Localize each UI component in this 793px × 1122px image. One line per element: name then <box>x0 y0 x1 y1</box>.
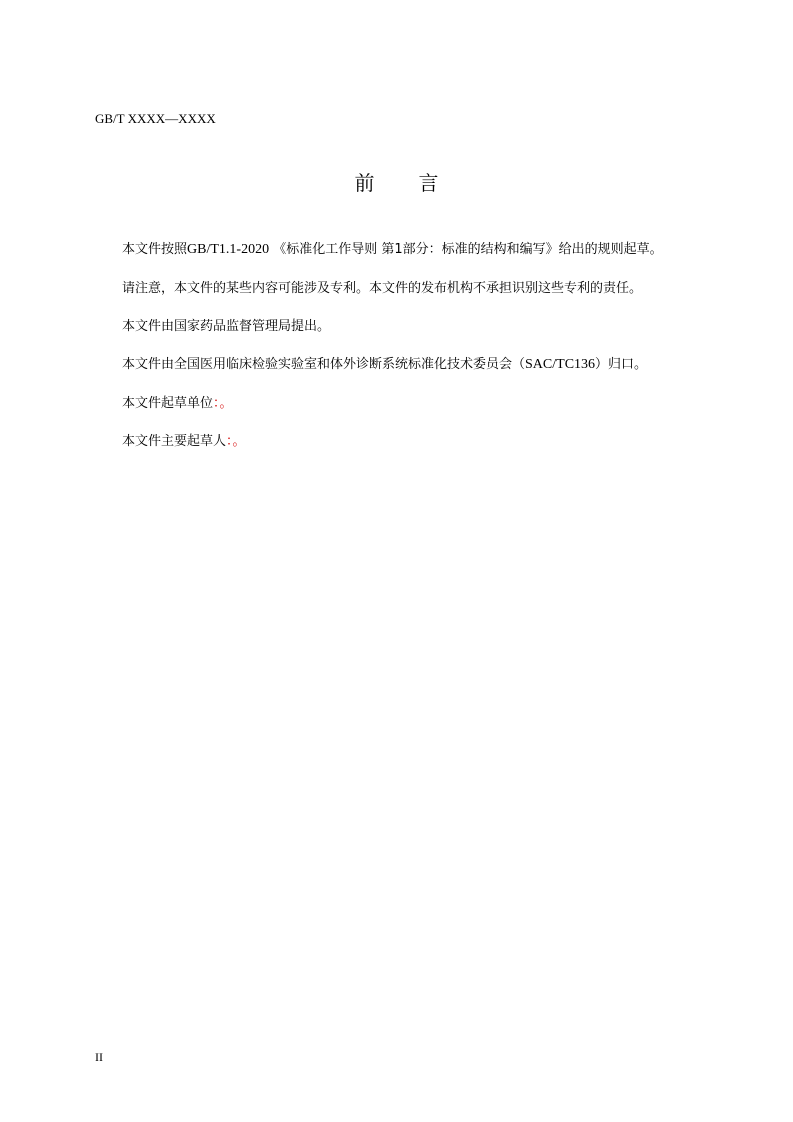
paragraph-text: ）归口。 <box>595 357 648 372</box>
page-number: II <box>95 1050 103 1064</box>
title-char-1: 前 <box>354 171 375 195</box>
paragraph-text: 本文件由全国医用临床检验实验室和体外诊断系统标准化技术委员会（ <box>122 357 526 372</box>
standard-code: GB/T XXXX—XXXX <box>95 111 216 126</box>
drafters-placeholder: ：。 <box>226 434 246 449</box>
drafting-units-placeholder: ：。 <box>213 396 233 411</box>
title-char-2: 言 <box>418 171 439 195</box>
paragraph-proposer: 本文件由国家药品监督管理局提出。 <box>122 319 331 334</box>
paragraph-patent-notice: 请注意，本文件的某些内容可能涉及专利。本文件的发布机构不承担识别这些专利的责任。 <box>122 281 643 296</box>
paragraph-drafting-units <box>122 395 233 413</box>
paragraph-drafters <box>122 433 246 451</box>
drafters-label: 本文件主要起草人 <box>122 434 227 449</box>
paragraph-drafting-rules <box>122 241 663 259</box>
page-title <box>0 170 793 196</box>
drafting-units-label: 本文件起草单位 <box>122 396 214 411</box>
paragraph-committee <box>122 356 647 374</box>
paragraph-text: 本文件按照 <box>122 242 188 257</box>
standard-reference: GB/T1.1-2020 <box>187 242 270 257</box>
paragraph-text: 《标准化工作导则 第1部分：标准的结构和编写》给出的规则起草。 <box>269 242 663 257</box>
committee-code: SAC/TC136 <box>525 357 596 372</box>
